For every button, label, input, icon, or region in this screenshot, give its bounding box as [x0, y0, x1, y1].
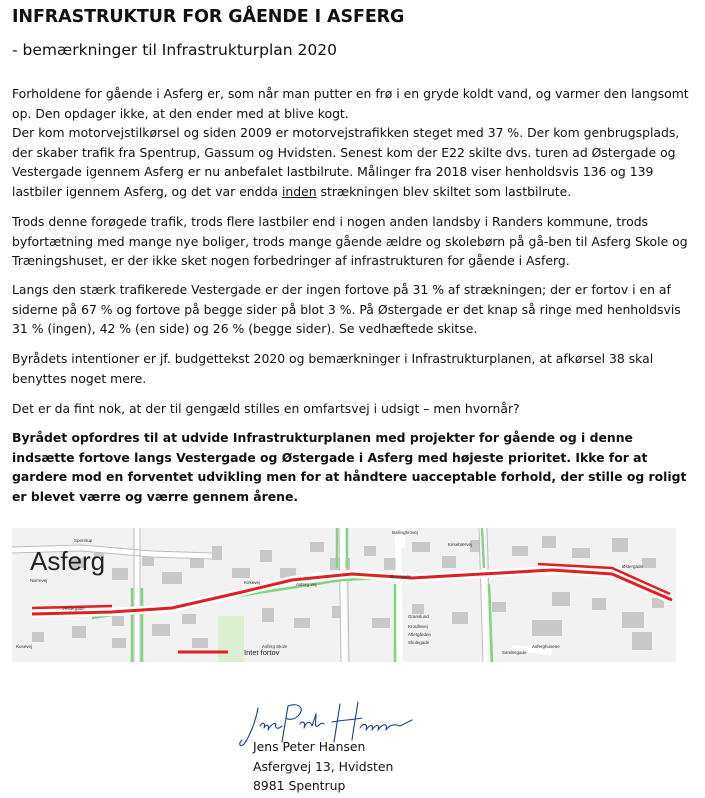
street-label-spentrup: Spentrup [74, 538, 93, 543]
street-label-kroullevej: Kroullevej [408, 624, 428, 629]
paragraph-sidewalk-stats: Langs den stærk trafikerede Vestergade er der ingen fortove på 31 % af strækningen; der er fortov i en af siderne på 67 % og fortove på begge sider på blot 3 %. På Østergade er det knap så ringe med henholdsvis 31 % (ingen), 42 % (en side) og 26 % (begge sider). Se vedhæftede skitse. [12, 282, 681, 336]
street-label-norrevej: Nørrevej [30, 578, 48, 583]
signature-address-line1: Asfergvej 13, Hvidsten [253, 759, 394, 774]
street-label-sandergade: Sandergade [502, 650, 527, 655]
street-label-skolegade: Skolegade [408, 640, 430, 645]
street-label-asferghusene: Asferghusene [532, 644, 560, 649]
street-label-atletgarden: Atletgården [408, 632, 432, 637]
paragraph-appeal: Byrådet opfordres til at udvide Infrastrukturplanen med projekter for gående og i denne indsætte fortove langs Vestergade og Østergade i Asferg med højeste prioritet. Ikke for at gardere mod en forventet udvikling men for at håndtere uacceptable forhold, der stille og roligt er blevet værre og værre gennem årene. [12, 430, 687, 504]
street-label-ostergade-east: Østergade [622, 564, 644, 569]
paragraph-no-improvement: Trods denne forøgede trafik, trods flere lastbiler end i nogen anden landsby i Randers kommune, trods byfortætning med mange nye boliger, trods mange gående ældre og skolebørn på gå-ben til Asferg Skole og Træningshuset, er der ikke sket nogen forbedringer af infrastrukturen for gående i Asferg. [12, 214, 688, 268]
paragraph-traffic-text-2: strækningen blev skiltet som lastbilrute. [316, 183, 572, 199]
signature-name: Jens Peter Hansen [253, 739, 366, 754]
street-label-ballingbrovej: Ballingbrovej [392, 530, 418, 535]
street-label-kusevej: Kusevej [16, 644, 33, 649]
street-label-skole: Asferg Skole [262, 644, 288, 649]
asferg-sidewalk-map [12, 528, 676, 662]
legend-no-sidewalk-label: Intet fortov [244, 648, 280, 657]
underlined-word: inden [281, 183, 317, 199]
document-title: INFRASTRUKTUR FOR GÅENDE I ASFERG [12, 7, 405, 27]
map-town-label: Asferg [30, 546, 106, 576]
document-subtitle: - bemærkninger til Infrastrukturplan 2020 [12, 41, 337, 59]
paragraph-exit-38: Byrådets intentioner er jf. budgettekst 2020 og bemærkninger i Infrastrukturplanen, at afkørsel 38 skal benyttes noget mere. [12, 351, 654, 386]
paragraph-bypass: Det er da fint nok, at der til gengæld stilles en omfartsvej i udsigt – men hvornår? [12, 401, 520, 416]
street-label-kirkevej: Kirkevej [244, 580, 261, 585]
street-label-asfergvej: Asferg Vej [296, 582, 317, 587]
paragraph-traffic-text-1: Der kom motorvejstilkørsel og siden 2009 er motorvejstrafikken steget med 37 %. Der kom genbrugsplads, der skaber trafik fra Spentrup, Gassum og Hvidsten. Senest kom der E22 skilte dvs. turen ad Østergade og Vestergade igennem Asferg er nu anbefalet lastbilrute. Målinger fra 2018 viser henholdsvis 136 og 139 lastbiler igennem Asferg, og det var endda [12, 125, 680, 199]
street-label-vestergade: Vestergade [62, 606, 85, 611]
street-label-granslund: Granslund [408, 614, 429, 619]
street-label-kirsebaervej: Kirsebærvej [448, 542, 473, 547]
paragraph-traffic [12, 123, 692, 201]
street-label-ostergade: Østergade [390, 574, 412, 579]
paragraph-intro: Forholdene for gående i Asferg er, som når man putter en frø i en gryde koldt vand, og varmer den langsomt op. Den opdager ikke, at den ender med at blive kogt. [12, 86, 689, 121]
green-area [218, 616, 244, 662]
signature-address-line2: 8981 Spentrup [253, 778, 346, 793]
